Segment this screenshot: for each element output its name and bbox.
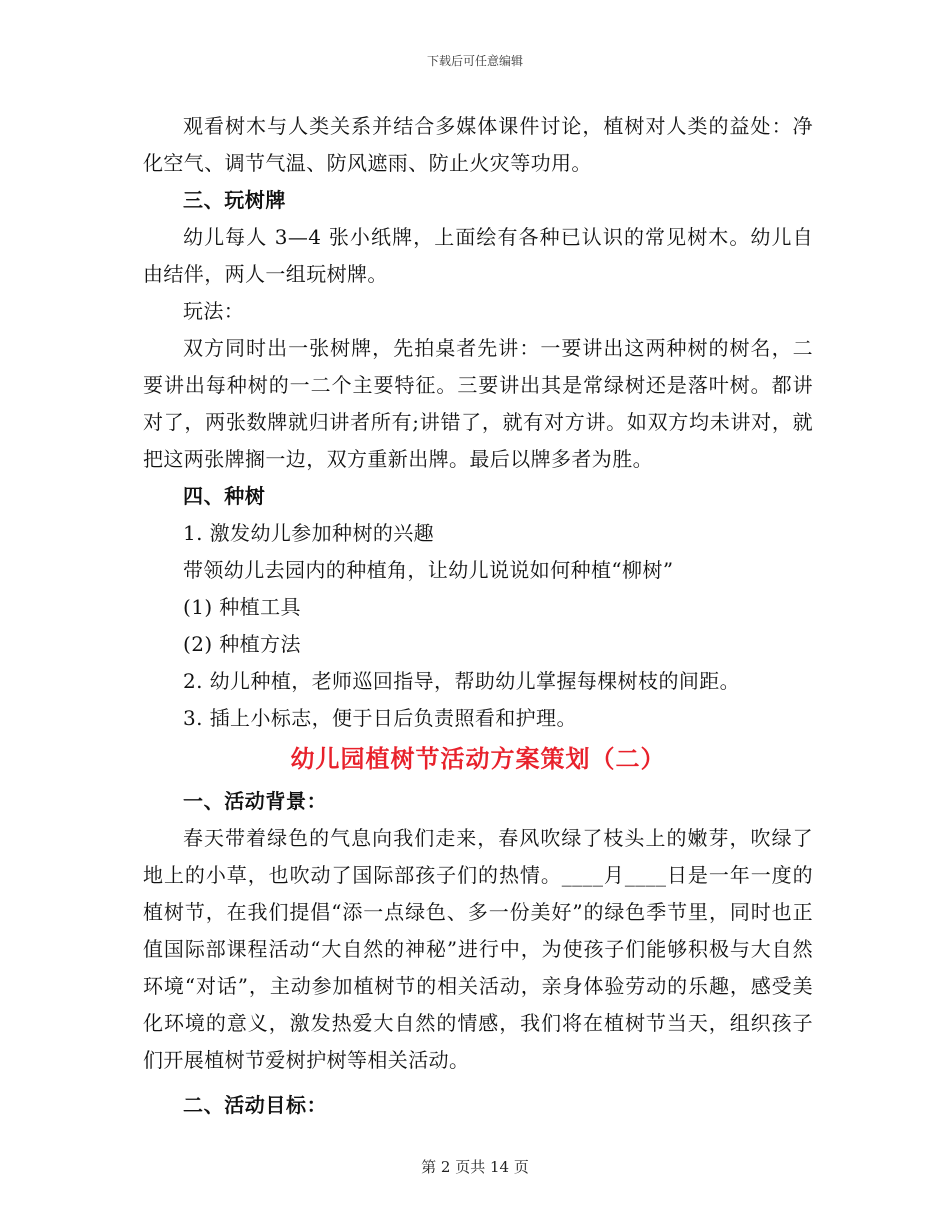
list-item-tools: (1) 种植工具 xyxy=(183,595,301,619)
document-body xyxy=(143,108,813,1124)
paragraph-background: 春天带着绿色的气息向我们走来，春风吹绿了枝头上的嫩芽，吹绿了地上的小草，也吹动了国际部孩子们的热情。____月____日是一年一度的植树节，在我们提倡“添一点绿色、多一份美好”的绿色季节里，同时也正值国际部课程活动“大自然的神秘”进行中，为使孩子们能够积极与大自然环境“对话”，主动参加植树节的相关活动，亲身体验劳动的乐趣，感受美化环境的意义，激发热爱大自然的情感，我们将在植树节当天，组织孩子们开展植树节爱树护树等相关活动。 xyxy=(143,826,813,1072)
list-item-methods: (2) 种植方法 xyxy=(183,632,301,656)
list-item-guidance: 2. 幼儿种植，老师巡回指导，帮助幼儿掌握每棵树枝的间距。 xyxy=(183,669,741,693)
page-header: 下载后可任意编辑 xyxy=(426,54,523,68)
section-heading-goals: 二、活动目标： xyxy=(183,1093,328,1117)
page-footer: 第 2 页共 14 页 xyxy=(421,1158,529,1176)
list-item-signs: 3. 插上小标志，便于日后负责照看和护理。 xyxy=(183,706,577,730)
paragraph-rules-label: 玩法： xyxy=(183,299,245,323)
document-title: 幼儿园植树节活动方案策划（二） xyxy=(290,744,666,773)
paragraph-game-rules: 双方同时出一张树牌，先拍桌者先讲：一要讲出这两种树的树名，二要讲出每种树的一二个主要特征。三要讲出其是常绿树还是落叶树。都讲对了，两张数牌就归讲者所有;讲错了，就有对方讲。如双方均未讲对，就把这两张牌搁一边，双方重新出牌。最后以牌多者为胜。 xyxy=(143,336,813,471)
section-heading-background: 一、活动背景： xyxy=(183,789,328,813)
section-heading-planting: 四、种树 xyxy=(183,484,266,508)
paragraph-card-intro: 幼儿每人 3—4 张小纸牌，上面绘有各种已认识的常见树木。幼儿自由结伴，两人一组玩树牌。 xyxy=(143,225,813,286)
section-heading-tree-cards: 三、玩树牌 xyxy=(183,188,286,212)
list-item-interest: 1. 激发幼儿参加种树的兴趣 xyxy=(183,521,435,545)
list-item-planting-corner: 带领幼儿去园内的种植角，让幼儿说说如何种植“柳树” xyxy=(183,558,674,582)
paragraph-tree-benefits: 观看树木与人类关系并结合多媒体课件讨论，植树对人类的益处：净化空气、调节气温、防风遮雨、防止火灾等功用。 xyxy=(143,114,813,175)
